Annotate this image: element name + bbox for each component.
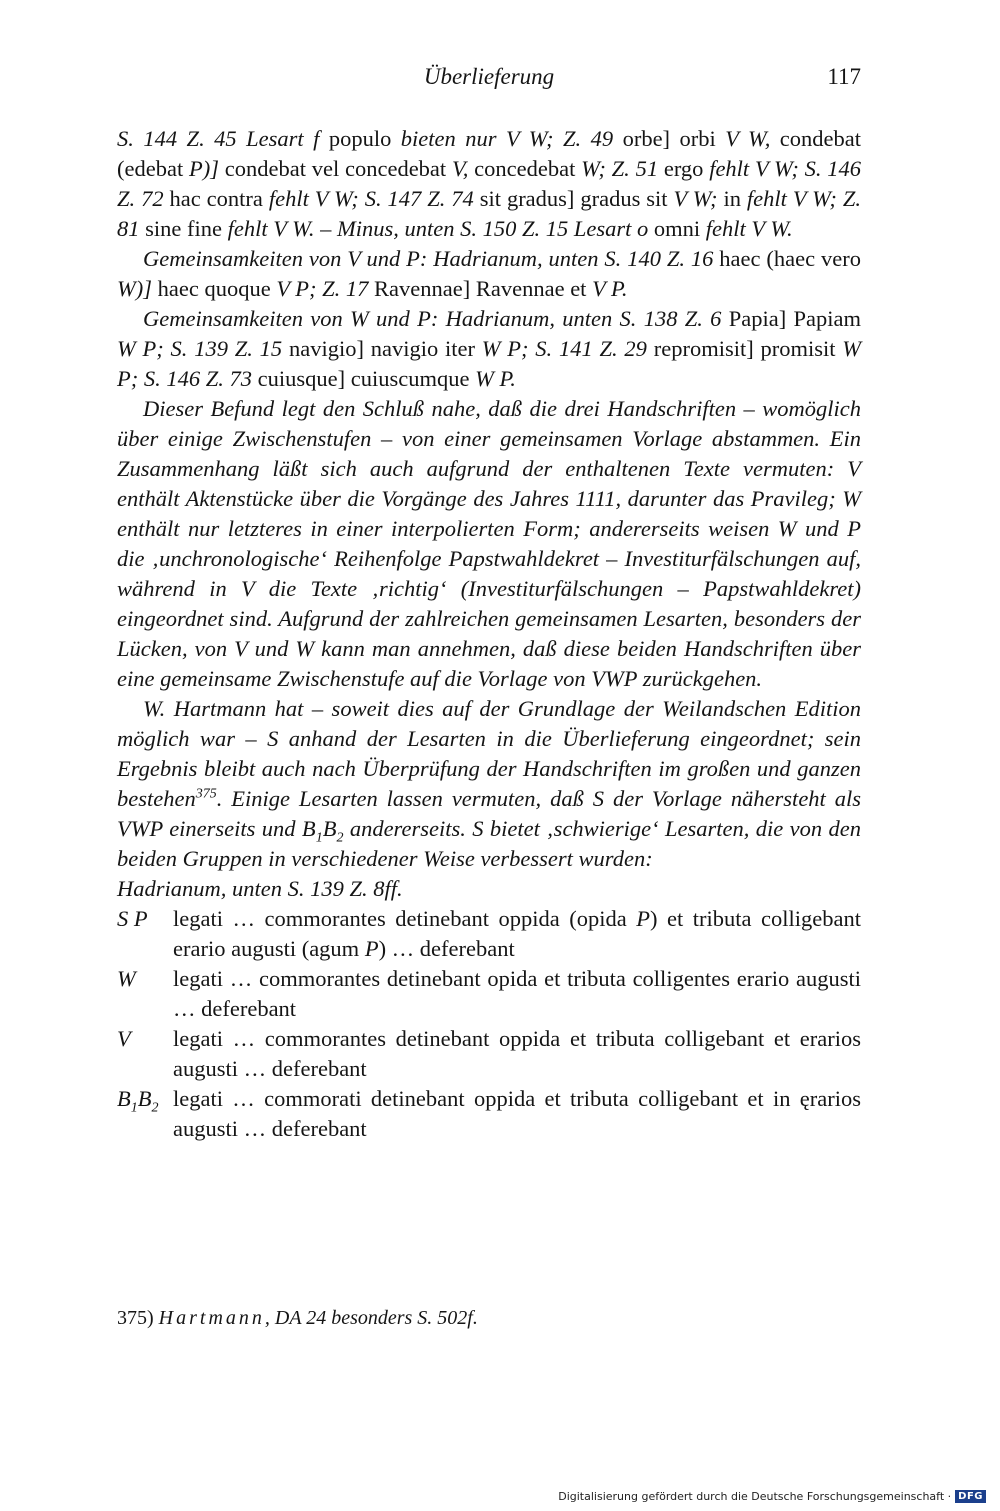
apparatus-text: legati … commorantes detinebant oppida et tributa colligebant et erarios augusti … deferebant <box>173 1026 861 1081</box>
footnote-number: 375) <box>117 1307 154 1329</box>
footnote-author: Hartmann <box>158 1307 265 1329</box>
variant-apparatus <box>117 904 861 1144</box>
body-text <box>117 124 861 1144</box>
apparatus-sigla: S P <box>117 906 148 931</box>
footnote-reference: , DA 24 besonders S. 502f. <box>264 1307 478 1329</box>
apparatus-heading: Hadrianum, unten S. 139 Z. 8ff. <box>117 876 403 901</box>
paragraph-hartmann: W. Hartmann hat – soweit dies auf der Grundlage der Weilandschen Edition möglich war – S anhand der Lesarten in die Überlieferung eingeordnet; sein Ergebnis bleibt auch nach Überprüfung der Handschriften im großen und ganzen bestehen$^{375}$. Einige Lesarten lassen vermuten, daß S der Vorlage nähersteht als VWP einerseits und $B_1B_2$ andererseits. S bietet ‚schwierige‘ Lesarten, die von den beiden Gruppen in verschiedener Weise verbessert wurden: <box>117 696 861 871</box>
running-title: Überlieferung <box>423 64 555 89</box>
apparatus-row <box>117 904 861 964</box>
apparatus-row <box>117 1084 861 1144</box>
footnote <box>117 1307 478 1330</box>
footnote-ref: 375 <box>195 786 217 802</box>
apparatus-row <box>117 1024 861 1084</box>
page-content <box>117 62 861 1144</box>
apparatus-text: legati … commorantes detinebant opida et tributa colligentes erario augusti … deferebant <box>173 966 861 1021</box>
credit-text: Digitalisierung gefördert durch die Deutsche Forschungsgemeinschaft · <box>558 1490 952 1503</box>
paragraph-befund: Dieser Befund legt den Schluß nahe, daß die drei Handschriften – womöglich über einige Zwischenstufen – von einer gemeinsamen Vorlage abstammen. Ein Zusammenhang läßt sich auch aufgrund der enthaltenen Texte vermuten: V enthält Aktenstücke über die Vorgänge des Jahres 1111, darunter das Pravileg; W enthält nur letzteres in einer interpolierten Form; andererseits weisen W und P die ‚unchronologische‘ Reihenfolge Papstwahldekret – Investiturfälschungen auf, während in V die Texte ‚richtig‘ (Investiturfälschungen – Papstwahldekret) eingeordnet sind. Aufgrund der zahlreichen gemeinsamen Lesarten, besonders der Lücken, von V und W kann man annehmen, daß diese beiden Handschriften über eine gemeinsame Zwischenstufe auf die Vorlage von VWP zurückgehen. <box>117 396 861 691</box>
paragraph-variants: S. 144 Z. 45 Lesart f populo bieten nur V W; Z. 49 orbe] orbi V W, condebat (edebat P)] condebat vel concedebat V, concedebat W; Z. 51 ergo fehlt V W; S. 146 Z. 72 hac contra fehlt V W; S. 147 Z. 74 sit gradus] gradus sit V W; in fehlt V W; Z. 81 sine fine fehlt V W. – Minus, unten S. 150 Z. 15 Lesart o omni fehlt V W. <box>117 126 862 241</box>
apparatus-sigla: $B_1B_2$ <box>117 1086 159 1116</box>
page-number: 117 <box>827 64 861 89</box>
apparatus-row <box>117 964 861 1024</box>
running-head <box>117 62 861 98</box>
apparatus-sigla: W <box>117 966 136 991</box>
digitization-credit <box>558 1490 986 1503</box>
paragraph-w-and-p: Gemeinsamkeiten von W und P: Hadrianum, unten S. 138 Z. 6 Papia] Papiam W P; S. 139 Z. 15 navigio] navigio iter W P; S. 141 Z. 29 repromisit] promisit W P; S. 146 Z. 73 cuiusque] cuiuscumque W P. <box>117 306 862 391</box>
dfg-logo-icon: DFG <box>955 1490 986 1503</box>
apparatus-text: legati … commorati detinebant oppida et tributa colligebant et in ęrarios augusti … deferebant <box>173 1086 861 1141</box>
apparatus-text: legati … commorantes detinebant oppida (opida P) et tributa colligebant erario augusti (agum P) … deferebant <box>173 906 861 961</box>
paragraph-v-and-p: Gemeinsamkeiten von V und P: Hadrianum, unten S. 140 Z. 16 haec (haec vero W)] haec quoque V P; Z. 17 Ravennae] Ravennae et V P. <box>117 246 861 301</box>
apparatus-sigla: V <box>117 1026 131 1051</box>
